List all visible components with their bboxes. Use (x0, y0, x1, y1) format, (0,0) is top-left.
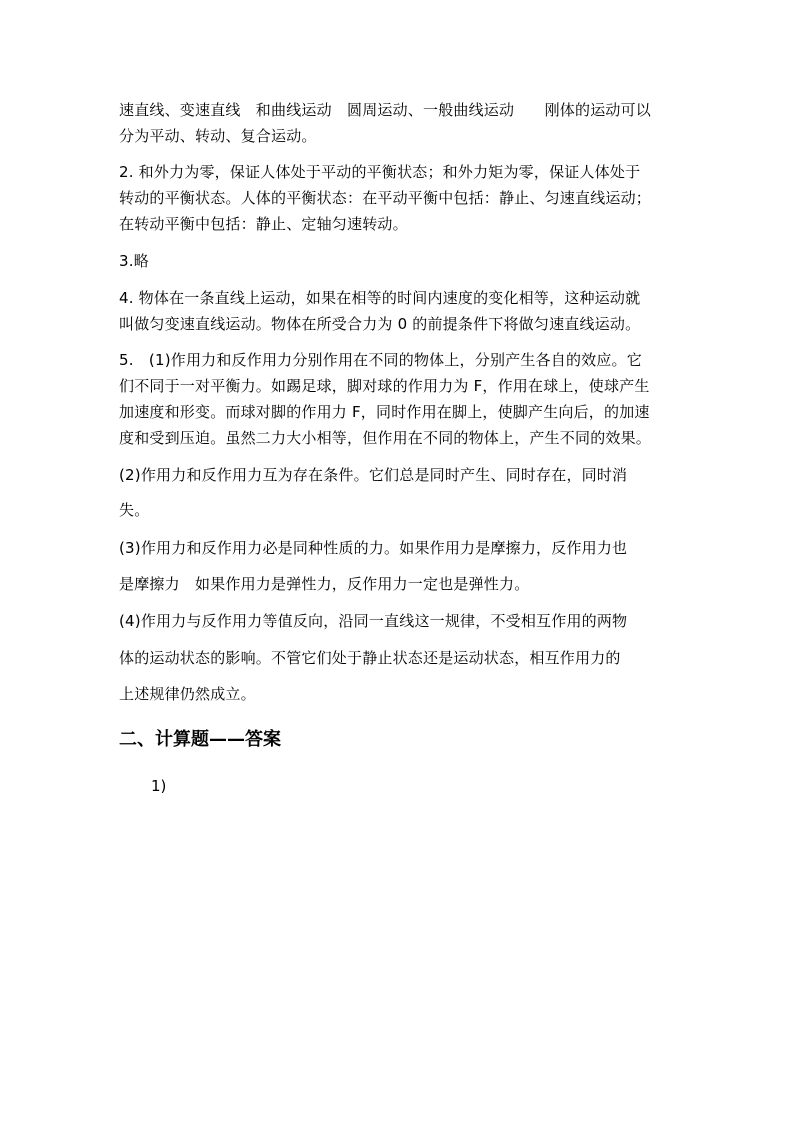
text-line-18: 体的运动状态的影响。不管它们处于静止状态还是运动状态，相互作用力的 (119, 649, 621, 667)
text-line-6: 3.略 (119, 252, 149, 270)
text-line-7: 4. 物体在一条直线上运动，如果在相等的时间内速度的变化相等，这种运动就 (119, 289, 641, 307)
text-line-5: 在转动平衡中包括：静止、定轴匀速转动。 (119, 215, 408, 233)
text-line-2: 分为平动、转动、复合运动。 (119, 127, 317, 145)
text-line-17: (4)作用力与反作用力等值反向，沿同一直线这一规律，不受相互作用的两物 (119, 612, 628, 630)
text-line-4: 转动的平衡状态。人体的平衡状态：在平动平衡中包括：静止、匀速直线运动； (119, 189, 652, 207)
text-line-19: 上述规律仍然成立。 (119, 685, 256, 703)
text-line-16: 是摩擦力 如果作用力是弹性力，反作用力一定也是弹性力。 (119, 575, 530, 593)
text-line-3: 2. 和外力为零，保证人体处于平动的平衡状态；和外力矩为零，保证人体处于 (119, 163, 641, 181)
text-line-11: 加速度和形变。而球对脚的作用力 F，同时作用在脚上，使脚产生向后，的加速 (119, 403, 650, 421)
text-line-9: 5. (1)作用力和反作用力分别作用在不同的物体上，分别产生各自的效应。它 (119, 351, 642, 369)
text-line-15: (3)作用力和反作用力必是同种性质的力。如果作用力是摩擦力，反作用力也 (119, 539, 628, 557)
text-line-13: (2)作用力和反作用力互为存在条件。它们总是同时产生、同时存在，同时消 (119, 466, 628, 484)
text-line-1: 速直线、变速直线 和曲线运动 圆周运动、一般曲线运动 刚体的运动可以 (119, 101, 652, 119)
section-heading: 二、计算题——答案 (119, 729, 281, 750)
text-line-14: 失。 (119, 501, 150, 519)
text-line-8: 叫做匀变速直线运动。物体在所受合力为 0 的前提条件下将做匀速直线运动。 (119, 315, 641, 333)
sub-item-label: 1) (151, 777, 167, 795)
text-line-10: 们不同于一对平衡力。如踢足球，脚对球的作用力为 F，作用在球上，使球产生 (119, 377, 650, 395)
text-line-12: 度和受到压迫。虽然二力大小相等，但作用在不同的物体上，产生不同的效果。 (119, 429, 652, 447)
